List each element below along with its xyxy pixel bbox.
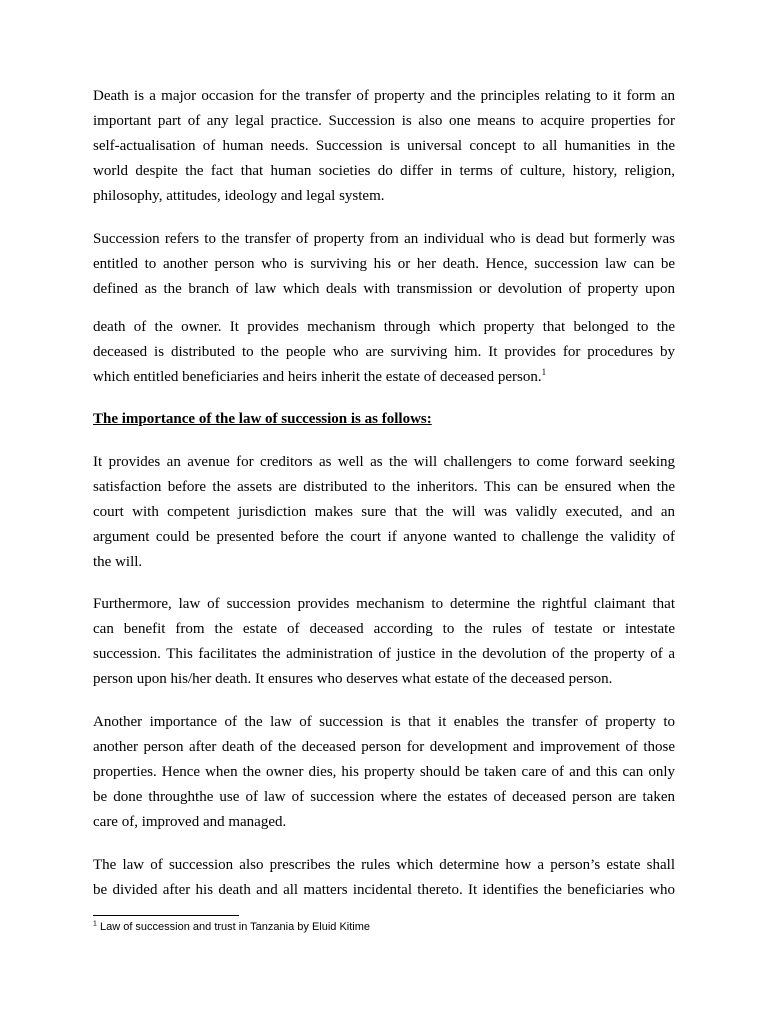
paragraph-7 [93, 853, 675, 903]
paragraph-2 [93, 227, 675, 302]
paragraph-6-line: be done throughthe use of law of succession where the estates of deceased person are taken [93, 789, 675, 805]
paragraph-1-line: philosophy, attitudes, ideology and legal system. [93, 188, 385, 204]
paragraph-1 [93, 84, 675, 209]
paragraph-1-line: Death is a major occasion for the transfer of property and the principles relating to it form an [93, 88, 675, 104]
paragraph-3-line: death of the owner. It provides mechanism through which property that belonged to the [93, 319, 675, 335]
paragraph-3-last-text: which entitled beneficiaries and heirs inherit the estate of deceased person. [93, 369, 542, 385]
footnote-separator [93, 915, 239, 916]
paragraph-1-line: self-actualisation of human needs. Succession is universal concept to all humanities in the [93, 138, 675, 154]
paragraph-3-line: deceased is distributed to the people who are surviving him. It provides for procedures by [93, 344, 675, 360]
section-heading: The importance of the law of succession is as follows: [93, 411, 432, 427]
paragraph-3 [93, 315, 675, 390]
paragraph-6 [93, 710, 675, 835]
paragraph-4 [93, 450, 675, 575]
paragraph-4-line: the will. [93, 554, 143, 570]
paragraph-2-line: entitled to another person who is surviving his or her death. Hence, succession law can be [93, 256, 675, 272]
paragraph-2-line: defined as the branch of law which deals with transmission or devolution of property upon [93, 281, 675, 297]
paragraph-4-line: It provides an avenue for creditors as well as the will challengers to come forward seeking [93, 454, 675, 470]
paragraph-2-line: Succession refers to the transfer of property from an individual who is dead but formerly was [93, 231, 675, 247]
paragraph-6-line: properties. Hence when the owner dies, his property should be taken care of and this can only [93, 764, 675, 780]
paragraph-6-line: care of, improved and managed. [93, 814, 287, 830]
paragraph-4-line: satisfaction before the assets are distributed to the inheritors. This can be ensured when the [93, 479, 675, 495]
paragraph-5-line: can benefit from the estate of deceased according to the rules of testate or intestate [93, 621, 675, 637]
paragraph-7-line: The law of succession also prescribes the rules which determine how a person’s estate shall [93, 857, 675, 873]
paragraph-1-line: important part of any legal practice. Succession is also one means to acquire properties for [93, 113, 675, 129]
paragraph-6-line: another person after death of the deceased person for development and improvement of those [93, 739, 675, 755]
footnote [93, 919, 370, 935]
paragraph-5-line: Furthermore, law of succession provides mechanism to determine the rightful claimant that [93, 596, 675, 612]
footnote-reference[interactable]: 1 [541, 367, 547, 377]
paragraph-5 [93, 592, 675, 692]
footnote-number: 1 [93, 920, 97, 928]
paragraph-7-line: be divided after his death and all matters incidental thereto. It identifies the beneficiaries who [93, 882, 675, 898]
paragraph-5-line: succession. This facilitates the administration of justice in the devolution of the property of a [93, 646, 675, 662]
paragraph-1-line: world despite the fact that human societies do differ in terms of culture, history, religion, [93, 163, 675, 179]
footnote-text: Law of succession and trust in Tanzania by Eluid Kitime [99, 921, 371, 933]
paragraph-6-line: Another importance of the law of succession is that it enables the transfer of property to [93, 714, 675, 730]
paragraph-4-line: argument could be presented before the court if anyone wanted to challenge the validity of [93, 529, 675, 545]
paragraph-5-line: person upon his/her death. It ensures who deserves what estate of the deceased person. [93, 671, 613, 687]
paragraph-4-line: court with competent jurisdiction makes sure that the will was validly executed, and an [93, 504, 675, 520]
paragraph-3-line [93, 365, 675, 390]
